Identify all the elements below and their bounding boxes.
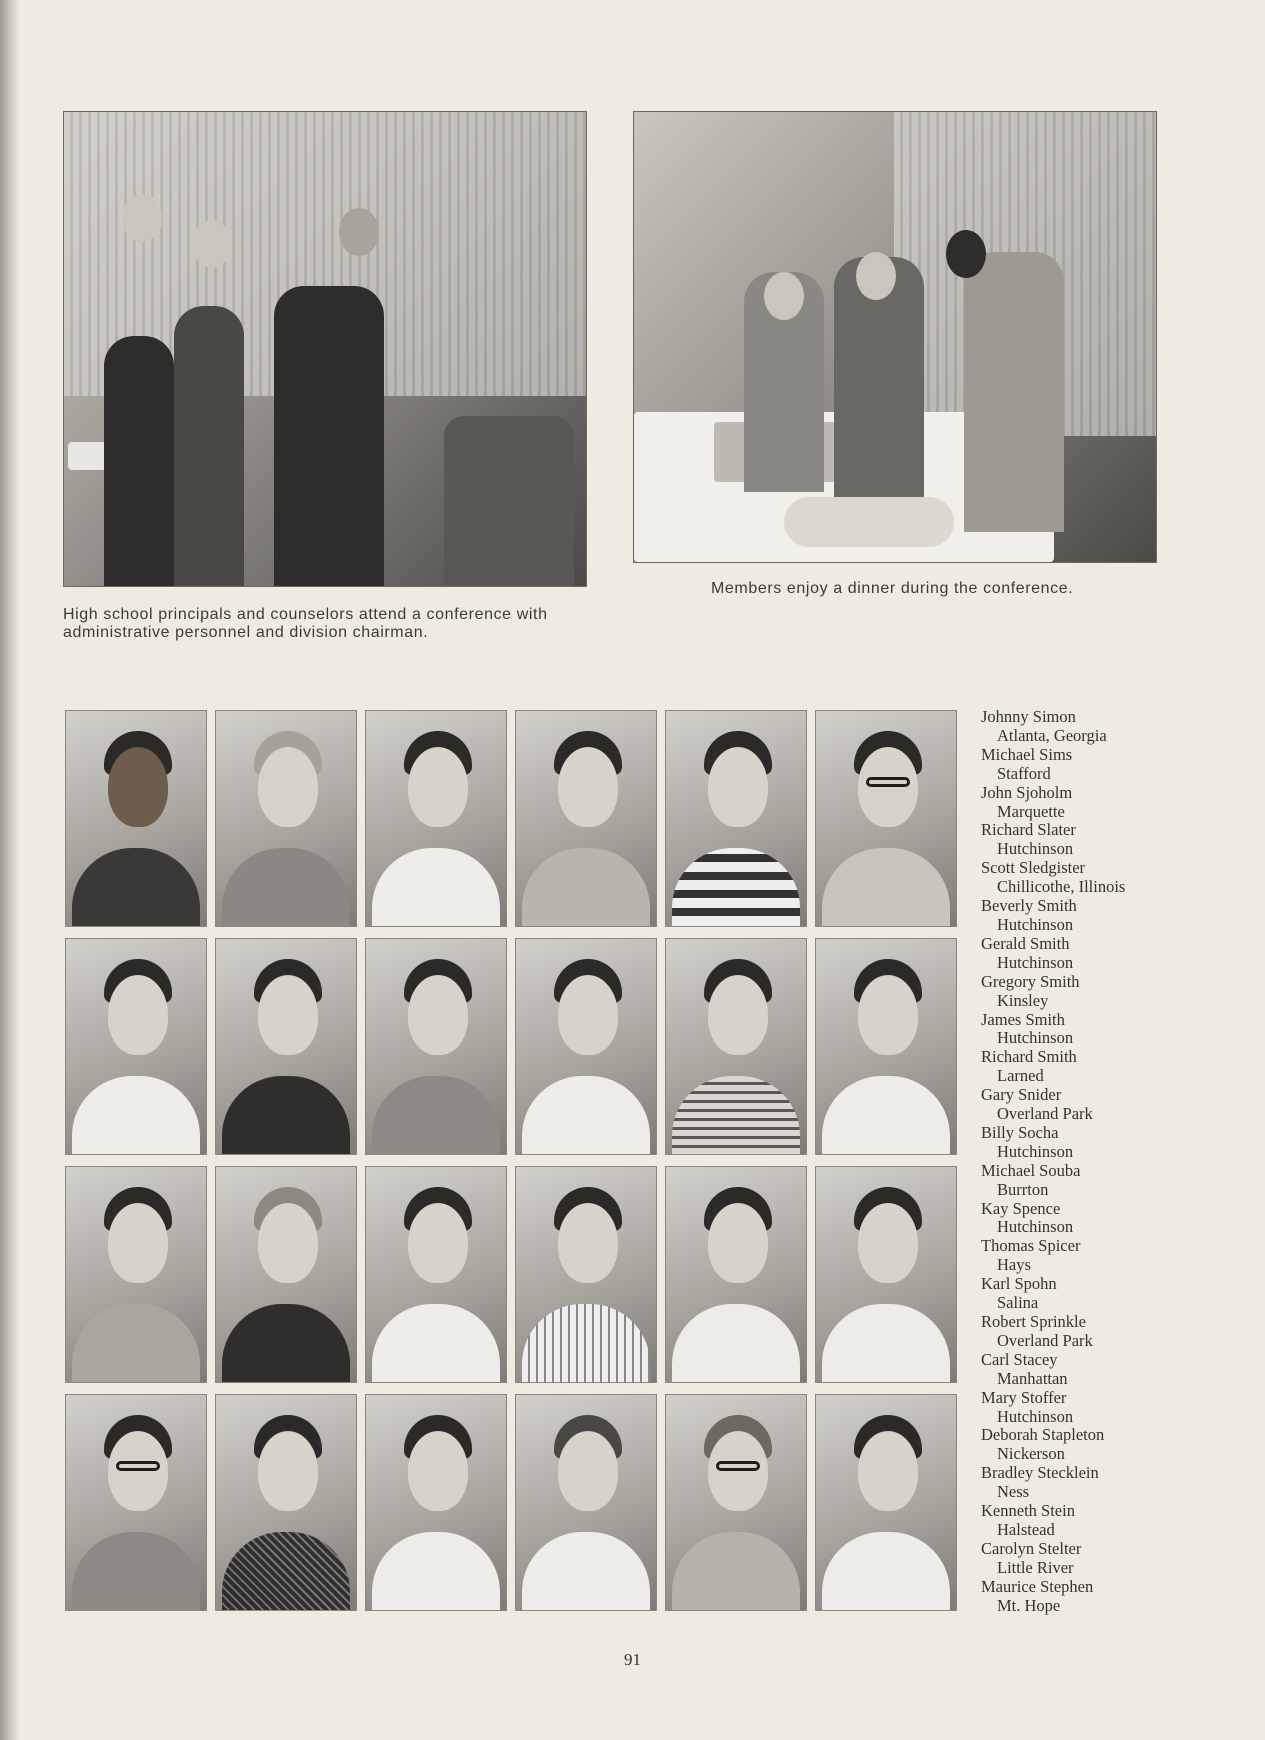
student-hometown: Overland Park [997,1104,1093,1124]
student-portrait [515,1394,657,1611]
student-name: Mary Stoffer [981,1387,1067,1407]
roster-entry [981,1426,1181,1464]
student-name: Bradley Stecklein [981,1463,1099,1483]
woman-head [764,272,804,320]
student-hometown: Hutchinson [997,914,1074,934]
student-name: Carl Stacey [981,1349,1058,1369]
standing-man-head [122,194,162,242]
portrait-face [858,975,918,1055]
portrait-shoulders [72,1076,200,1154]
portrait-face [408,747,468,827]
student-portrait [515,938,657,1155]
woman-head [856,252,896,300]
roster-entry [981,935,1181,973]
student-name: Carolyn Stelter [981,1538,1082,1558]
portrait-shoulders [522,1532,650,1610]
portrait-shoulders [822,1304,950,1382]
portrait-face [558,1431,618,1511]
roster-entry [981,859,1181,897]
roster-entry [981,1011,1181,1049]
portrait-face [858,1431,918,1511]
student-name: Kenneth Stein [981,1501,1075,1521]
portrait-shoulders [72,1532,200,1610]
portrait-shoulders [672,1304,800,1382]
roster-entry [981,1540,1181,1578]
student-name: Michael Sims [981,744,1073,764]
portrait-shoulders [672,1076,800,1154]
student-name: Beverly Smith [981,896,1077,916]
student-portrait [515,710,657,927]
roster-entry [981,1275,1181,1313]
student-hometown: Chillicothe, Illinois [997,877,1126,897]
portrait-face [558,975,618,1055]
student-portrait [665,1166,807,1383]
standing-man-figure [104,336,174,586]
student-name: Michael Souba [981,1160,1081,1180]
portrait-shoulders [372,1076,500,1154]
portrait-shoulders [222,1532,350,1610]
student-name-list [981,708,1181,1616]
portrait-face [708,747,768,827]
student-hometown: Hutchinson [997,1028,1074,1048]
roster-entry [981,1086,1181,1124]
portrait-face [108,975,168,1055]
portrait-face [108,1431,168,1511]
roster-entry [981,897,1181,935]
conference-photo [63,111,587,587]
student-hometown: Mt. Hope [997,1595,1061,1615]
portrait-face [408,1203,468,1283]
student-hometown: Hutchinson [997,1406,1074,1426]
student-portrait [815,1394,957,1611]
portrait-shoulders [72,1304,200,1382]
student-portrait [65,1394,207,1611]
portrait-shoulders [822,1076,950,1154]
standing-man-figure [174,306,244,586]
roster-entry [981,784,1181,822]
student-portrait [665,710,807,927]
standing-man-figure [274,286,384,586]
dinner-photo [633,111,1157,563]
student-portrait [815,938,957,1155]
student-hometown: Salina [997,1293,1039,1313]
portrait-face [858,1203,918,1283]
student-name: Gary Snider [981,1085,1062,1105]
roster-entry [981,1162,1181,1200]
student-portrait [365,938,507,1155]
student-name: Richard Slater [981,820,1076,840]
student-name: Gregory Smith [981,971,1080,991]
roster-entry [981,973,1181,1011]
roster-entry [981,708,1181,746]
portrait-shoulders [372,848,500,926]
portrait-shoulders [672,848,800,926]
right-photo-caption: Members enjoy a dinner during the conference. [711,580,1074,597]
student-portrait-grid [65,710,957,1612]
student-hometown: Hays [997,1255,1031,1275]
left-photo-caption: High school principals and counselors attend a conference with administrative personnel and division chairman. [63,606,548,641]
student-portrait [365,1394,507,1611]
portrait-face [408,1431,468,1511]
portrait-shoulders [222,1076,350,1154]
student-name: Karl Spohn [981,1274,1057,1294]
roster-entry [981,1124,1181,1162]
student-hometown: Hutchinson [997,839,1074,859]
portrait-shoulders [372,1304,500,1382]
student-portrait [215,938,357,1155]
roster-entry [981,1200,1181,1238]
portrait-face [858,747,918,827]
portrait-face [108,1203,168,1283]
roster-entry [981,1313,1181,1351]
portrait-face [408,975,468,1055]
student-portrait [815,710,957,927]
student-portrait [365,710,507,927]
student-hometown: Larned [997,1066,1044,1086]
student-name: Deborah Stapleton [981,1425,1105,1445]
roster-entry [981,746,1181,784]
portrait-shoulders [822,1532,950,1610]
student-portrait [65,710,207,927]
roster-entry [981,1502,1181,1540]
roster-entry [981,1578,1181,1616]
page-number: 91 [624,1650,641,1669]
woman-serving-figure [964,252,1064,532]
student-name: James Smith [981,1009,1065,1029]
student-hometown: Nickerson [997,1444,1065,1464]
student-name: Johnny Simon [981,707,1076,726]
portrait-shoulders [522,1304,650,1382]
seated-group [444,416,574,586]
standing-man-head [192,220,232,268]
portrait-shoulders [72,848,200,926]
portrait-shoulders [522,1076,650,1154]
roster-entry [981,1048,1181,1086]
student-hometown: Manhattan [997,1368,1068,1388]
student-name: John Sjoholm [981,782,1073,802]
student-name: Maurice Stephen [981,1576,1094,1596]
student-portrait [215,1166,357,1383]
student-name: Robert Sprinkle [981,1312,1086,1331]
roster-entry [981,1237,1181,1275]
student-hometown: Halstead [997,1519,1055,1539]
student-portrait [65,1166,207,1383]
student-portrait [215,1394,357,1611]
student-portrait [365,1166,507,1383]
student-hometown: Burrton [997,1179,1049,1199]
portrait-shoulders [222,1304,350,1382]
portrait-face [708,1203,768,1283]
portrait-face [558,1203,618,1283]
student-hometown: Kinsley [997,990,1049,1010]
student-hometown: Atlanta, Georgia [997,725,1107,745]
binding-gutter [0,0,20,1740]
standing-man-head [339,208,379,256]
roster-entry [981,1389,1181,1427]
student-portrait [515,1166,657,1383]
roster-entry [981,1464,1181,1502]
student-portrait [215,710,357,927]
portrait-shoulders [522,848,650,926]
portrait-face [258,747,318,827]
student-portrait [815,1166,957,1383]
student-portrait [65,938,207,1155]
portrait-shoulders [672,1532,800,1610]
student-name: Gerald Smith [981,933,1070,953]
student-hometown: Marquette [997,801,1065,821]
student-hometown: Little River [997,1557,1074,1577]
student-name: Richard Smith [981,1047,1077,1067]
student-name: Scott Sledgister [981,858,1086,878]
portrait-face [708,1431,768,1511]
student-name: Kay Spence [981,1198,1061,1218]
student-hometown: Hutchinson [997,952,1074,972]
portrait-face [258,1203,318,1283]
portrait-shoulders [822,848,950,926]
student-hometown: Ness [997,1482,1030,1502]
roster-entry [981,821,1181,859]
portrait-face [708,975,768,1055]
portrait-shoulders [372,1532,500,1610]
student-portrait [665,938,807,1155]
roster-entry [981,1351,1181,1389]
student-portrait [665,1394,807,1611]
bread-rolls [784,497,954,547]
portrait-shoulders [222,848,350,926]
student-name: Billy Socha [981,1122,1059,1142]
student-hometown: Stafford [997,763,1051,783]
portrait-face [258,975,318,1055]
portrait-face [558,747,618,827]
woman-head [946,230,986,278]
student-hometown: Hutchinson [997,1217,1074,1237]
portrait-face [258,1431,318,1511]
portrait-face [108,747,168,827]
student-name: Thomas Spicer [981,1236,1081,1256]
student-hometown: Overland Park [997,1330,1093,1350]
student-hometown: Hutchinson [997,1141,1074,1161]
